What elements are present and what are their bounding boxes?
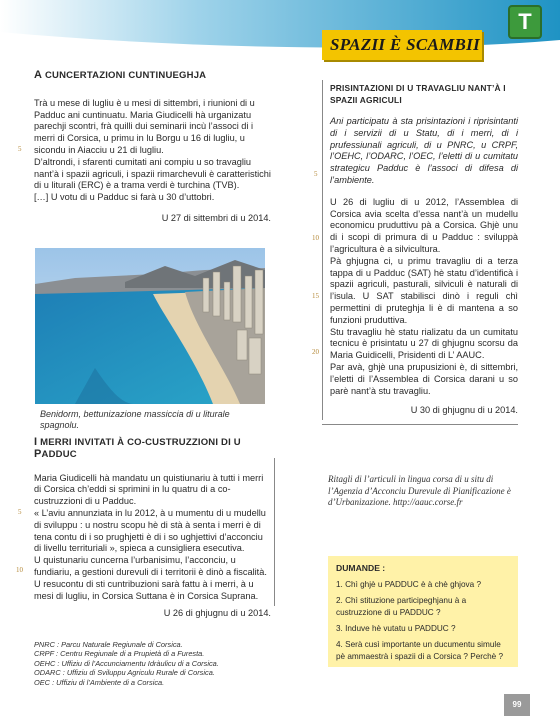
paragraph: U resucontu di sti cuntribuzioni sarà fattu à i merri, à u mesi di lugliu, in Corsica Suttana è in Corsica Suprana. xyxy=(34,578,259,601)
heading-text: ADDUC xyxy=(41,448,77,460)
line-number: 10 xyxy=(312,234,319,242)
note-item: OEC : Uffiziu di l’Ambiente di a Corsica. xyxy=(34,677,165,687)
page-number: 99 xyxy=(504,694,530,716)
questions-title: DUMANDE : xyxy=(336,563,386,573)
heading-initial: P xyxy=(34,447,42,460)
paragraph: U 26 di lugliu di u 2012, l’Assemblea di Corsica avia scelta d’essa nant’à un mudellu economicu pruduttivu pà a Corsica. Ghjè unu di i scopi di primura di u Padduc : sviluppà l’agricultura è a silvicultura. xyxy=(330,196,518,254)
line-number: 5 xyxy=(18,508,22,516)
intro-paragraph: Ani participatu à sta prisintazioni i riprisintanti di i servizii di u Statu, di i merri, di i prufessiunali agriculi, di u PNRC, u CRPF, l’OEHC, l’ODARC, l’OEC, l’eletti di u cumitatu strategicu Padduc è l’associ di difesa di l’ambiente. xyxy=(330,116,518,185)
article-date: U 30 di ghjugnu di u 2014. xyxy=(410,405,518,416)
paragraph: « L’aviu annunziata in lu 2012, à u mumentu di u mudellu di sviluppu : u nostru scopu hè di stà à senta i merri è di tena contu di i so prughjetti è di i so ughjettivi d’acconciu di livellu territuriali », spieca a cunsigliera esecutiva. xyxy=(34,507,266,554)
benidorm-photo xyxy=(35,248,265,404)
paragraph: Par avà, ghjè una prupusizioni è, di sittembri, l’eletti di l’Assemblea di Corsica darani u so parè nant’à stu travagliu. xyxy=(330,361,518,396)
note-item: ODARC : Uffiziu di Sviluppu Agriculu Rurale di Corsica. xyxy=(34,668,215,678)
question-item: 3. Induve hè vutatu u PADDUC ? xyxy=(336,624,456,633)
paragraph: Maria Giudicelli hà mandatu un quistiunariu à tutti i merri di Corsica ch’eddi si sprimini in lu quatru di a co-custruzzioni di u Padduc. xyxy=(34,472,264,507)
note-item: OEHC : Uffiziu di l’Accunciamentu Idràulicu di a Corsica. xyxy=(34,658,219,668)
paragraph: U quistunariu cuncerna l’urbanisimu, l’acconciu, u fundiariu, a gestioni durevuli di i territorii è dinò a fiscalità. xyxy=(34,555,267,577)
question-item: 2. Chì stituzione participeghjanu à a custruzzione di u PADDUC ? xyxy=(336,596,467,617)
paragraph: Trà u mese di lugliu è u mesi di sittembri, i riunioni di u Padduc ani cuntinuatu. Maria Giudicelli hà urganizatu parechji scontri, frà quilli dui seminarii incù l’associ di i merri di Corsica, u primu in lu Borgu u 16 di lugliu, u sicondu in Aiacciu u 21 di lugliu. xyxy=(34,97,255,155)
paragraph: Stu travagliu hè statu rializatu da un cumitatu tecnicu è prisintatu u 27 di ghjugnu scorsu da Maria Guidicelli, Prisidenti di L’ AAUC. xyxy=(330,326,518,361)
article-mayors xyxy=(34,437,271,620)
line-number: 15 xyxy=(312,292,319,300)
source-note: Ritagli di l’articuli in lingua corsa di u situ di l’Agenzia d’Acconciu Durevule di Pianificazione è d’Urbanizazione. http://aauc.corse.fr xyxy=(328,474,511,507)
paragraph: Pà ghjugna ci, u primu travagliu di a terza tappa di u Padduc (SAT) hè statu d’identificà i spazii agriculi, pasturali, silviculi è naturali di l’isula. U SAT stabilisci dinò i reguli chì permettini di pruteghja li è di mantena a so funzioni pruduttiva. xyxy=(330,255,518,325)
note-item: PNRC : Parcu Naturale Regiunale di Corsica. xyxy=(34,640,183,649)
photo-caption: Benidorm, bettunizazione massiccia di u liturale spagnolu. xyxy=(40,409,230,430)
line-number: 10 xyxy=(16,566,23,574)
heading-text: MERRI INVITATI À CO-CUSTRUZZIONI DI U xyxy=(37,437,241,448)
paragraph: […] U votu di u Padduc si farà u 30 d’uttobri. xyxy=(34,192,215,203)
heading-initial: I xyxy=(34,436,38,448)
column-rule xyxy=(322,80,323,420)
paragraph: D’altrondi, i sfarenti cumitati ani compiu u so travagliu nant’à i spazii agriculi, i spazii rimarchevuli è caratteristichi di u liturali (ERC) è a trama verdi è turchina (TVB). xyxy=(34,156,271,191)
acronym-notes xyxy=(34,640,294,687)
article-concertation xyxy=(34,70,271,225)
heading-initial: A xyxy=(34,69,43,81)
note-item: CRPF : Centru Regiunale di a Prupietà di a Furesta. xyxy=(34,649,205,659)
line-number: 5 xyxy=(18,145,22,153)
article-heading: PRISINTAZIONI DI U TRAVAGLIU NANT’À I SPAZII AGRICULI xyxy=(330,83,506,105)
question-item: 1. Chì ghjè u PADDUC è à chè ghjova ? xyxy=(336,580,482,589)
column-rule xyxy=(322,424,518,425)
section-title-tag xyxy=(322,30,482,60)
question-item: 4. Serà cusì importante un ducumentu simule pè ammaestrà i spazii di a Corsica ? Perchè ? xyxy=(336,640,504,661)
line-number: 5 xyxy=(314,170,318,178)
article-heading xyxy=(34,437,271,461)
column-rule xyxy=(274,458,275,606)
line-number: 20 xyxy=(312,348,319,356)
chapter-logo: T xyxy=(508,5,542,39)
article-heading xyxy=(34,70,271,82)
questions-box xyxy=(328,556,518,667)
heading-text: CUNCERTAZIONI CUNTINUEGHJA xyxy=(42,70,207,81)
section-title: SPAZII È SCAMBII xyxy=(330,35,480,54)
article-date: U 27 di sittembri di u 2014. xyxy=(161,212,271,223)
article-date: U 26 di ghjugnu di u 2014. xyxy=(163,608,271,619)
article-agricultural-spaces xyxy=(330,82,518,417)
